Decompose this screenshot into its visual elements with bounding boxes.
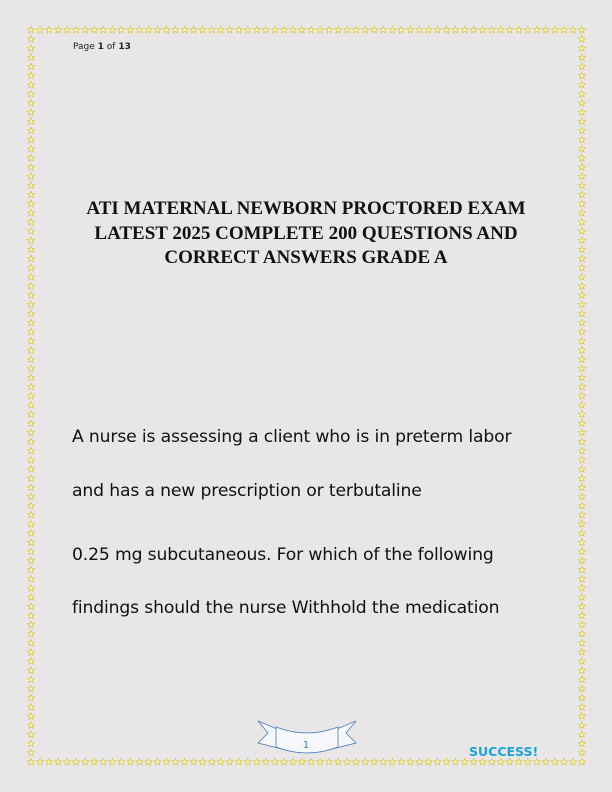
border-star: [118, 758, 125, 765]
border-star: [579, 475, 586, 482]
border-star: [579, 548, 586, 555]
border-star: [28, 191, 35, 198]
border-star: [172, 26, 179, 33]
border-star: [28, 155, 35, 162]
border-star: [28, 511, 35, 518]
border-star: [515, 758, 522, 765]
border-star: [579, 246, 586, 253]
border-star: [290, 758, 297, 765]
border-star: [416, 758, 423, 765]
border-star: [380, 26, 387, 33]
border-star: [28, 630, 35, 637]
border-star: [28, 612, 35, 619]
border-star: [28, 338, 35, 345]
border-star: [579, 566, 586, 573]
border-star: [579, 109, 586, 116]
border-star: [28, 740, 35, 747]
border-star: [308, 26, 315, 33]
border-star: [579, 612, 586, 619]
border-star: [579, 219, 586, 226]
border-star: [407, 758, 414, 765]
border-star: [199, 758, 206, 765]
border-star: [28, 548, 35, 555]
border-star: [561, 26, 568, 33]
border-star: [28, 392, 35, 399]
border-star: [28, 246, 35, 253]
title-line-2: LATEST 2025 COMPLETE 200 QUESTIONS AND: [94, 222, 518, 244]
border-star: [28, 90, 35, 97]
border-star: [579, 731, 586, 738]
border-star: [579, 90, 586, 97]
page-indicator: [73, 42, 131, 52]
border-star: [579, 456, 586, 463]
border-star: [579, 722, 586, 729]
border-star: [28, 383, 35, 390]
border-star: [109, 26, 116, 33]
border-star: [579, 81, 586, 88]
border-star: [28, 237, 35, 244]
border-star: [461, 26, 468, 33]
border-star: [570, 26, 577, 33]
border-star: [506, 26, 513, 33]
border-star: [579, 310, 586, 317]
success-slogan: SUCCESS!: [469, 744, 539, 759]
border-star: [28, 530, 35, 537]
border-star: [434, 26, 441, 33]
border-star: [28, 26, 35, 33]
border-star: [579, 639, 586, 646]
border-star: [579, 621, 586, 628]
border-star: [579, 484, 586, 491]
border-star: [579, 502, 586, 509]
border-star: [579, 713, 586, 720]
border-star: [434, 758, 441, 765]
border-star: [579, 36, 586, 43]
border-star: [579, 136, 586, 143]
border-star: [452, 26, 459, 33]
border-star: [579, 72, 586, 79]
border-star: [579, 191, 586, 198]
border-star: [579, 301, 586, 308]
border-star: [82, 758, 89, 765]
border-star: [28, 365, 35, 372]
border-star: [208, 26, 215, 33]
border-star: [579, 493, 586, 500]
border-star: [416, 26, 423, 33]
title-line-1: ATI MATERNAL NEWBORN PROCTORED EXAM: [86, 198, 526, 219]
border-star: [579, 365, 586, 372]
border-star: [461, 758, 468, 765]
border-star: [579, 155, 586, 162]
border-star: [579, 411, 586, 418]
border-star: [28, 255, 35, 262]
border-star: [488, 26, 495, 33]
border-star: [579, 557, 586, 564]
border-star: [91, 26, 98, 33]
border-star: [271, 758, 278, 765]
border-star: [28, 456, 35, 463]
border-star: [317, 26, 324, 33]
border-star: [28, 594, 35, 601]
border-star: [28, 649, 35, 656]
border-star: [28, 36, 35, 43]
border-star: [28, 328, 35, 335]
border-star: [497, 26, 504, 33]
border-star: [425, 758, 432, 765]
border-star: [109, 758, 116, 765]
border-star: [28, 694, 35, 701]
page-prefix: Page: [73, 42, 98, 52]
border-star: [579, 200, 586, 207]
border-star: [398, 758, 405, 765]
border-star: [73, 758, 80, 765]
border-star: [190, 758, 197, 765]
border-star: [28, 118, 35, 125]
border-star: [561, 758, 568, 765]
border-star: [344, 758, 351, 765]
border-star: [154, 26, 161, 33]
border-star: [570, 758, 577, 765]
border-star: [163, 26, 170, 33]
border-star: [344, 26, 351, 33]
border-star: [28, 100, 35, 107]
border-star: [28, 200, 35, 207]
page-total: 13: [118, 42, 131, 52]
border-star: [208, 758, 215, 765]
border-star: [579, 347, 586, 354]
border-star: [362, 26, 369, 33]
border-star: [28, 658, 35, 665]
border-star: [154, 758, 161, 765]
border-star: [253, 26, 260, 33]
page-number: 1: [302, 740, 310, 751]
border-star: [28, 575, 35, 582]
border-star: [28, 45, 35, 52]
border-star: [91, 758, 98, 765]
border-star: [28, 319, 35, 326]
border-star: [28, 411, 35, 418]
border-star: [28, 273, 35, 280]
border-star: [452, 758, 459, 765]
border-star: [579, 603, 586, 610]
border-star: [579, 585, 586, 592]
border-star: [145, 758, 152, 765]
border-star: [579, 273, 586, 280]
border-star: [579, 649, 586, 656]
border-star: [28, 219, 35, 226]
border-star: [579, 429, 586, 436]
border-star: [533, 26, 540, 33]
border-star: [181, 26, 188, 33]
border-star: [28, 704, 35, 711]
border-star: [579, 100, 586, 107]
page-current: 1: [97, 42, 104, 52]
border-star: [579, 658, 586, 665]
border-star: [28, 209, 35, 216]
border-star: [443, 758, 450, 765]
border-star: [579, 145, 586, 152]
border-star: [217, 758, 224, 765]
border-star: [235, 758, 242, 765]
border-star: [28, 438, 35, 445]
border-star: [28, 722, 35, 729]
border-star: [145, 26, 152, 33]
border-star: [172, 758, 179, 765]
border-star: [579, 521, 586, 528]
border-star: [118, 26, 125, 33]
border-star: [579, 127, 586, 134]
border-star: [335, 26, 342, 33]
border-star: [335, 758, 342, 765]
border-star: [127, 26, 134, 33]
border-star: [28, 447, 35, 454]
border-star: [136, 758, 143, 765]
border-star: [28, 228, 35, 235]
border-star: [579, 420, 586, 427]
border-star: [551, 758, 558, 765]
border-star: [389, 758, 396, 765]
border-star: [470, 26, 477, 33]
border-star: [579, 694, 586, 701]
border-star: [28, 145, 35, 152]
border-star: [127, 758, 134, 765]
border-star: [579, 511, 586, 518]
border-star: [244, 26, 251, 33]
border-star: [579, 255, 586, 262]
border-star: [551, 26, 558, 33]
border-star: [542, 758, 549, 765]
border-star: [28, 585, 35, 592]
border-star: [579, 228, 586, 235]
border-star: [317, 758, 324, 765]
border-star: [55, 26, 62, 33]
border-star: [579, 54, 586, 61]
border-star: [28, 749, 35, 756]
border-star: [579, 392, 586, 399]
border-star: [28, 621, 35, 628]
border-star: [579, 328, 586, 335]
border-star: [353, 26, 360, 33]
page-of: of: [103, 42, 119, 52]
border-star: [533, 758, 540, 765]
border-star: [579, 676, 586, 683]
border-star: [262, 26, 269, 33]
question-line-2: and has a new prescription or terbutaline: [72, 481, 422, 501]
border-star: [28, 109, 35, 116]
border-star: [28, 301, 35, 308]
border-star: [28, 566, 35, 573]
border-star: [326, 26, 333, 33]
border-star: [28, 173, 35, 180]
border-star: [280, 758, 287, 765]
border-star: [380, 758, 387, 765]
border-star: [28, 713, 35, 720]
border-star: [506, 758, 513, 765]
border-star: [579, 173, 586, 180]
border-star: [579, 539, 586, 546]
border-star: [353, 758, 360, 765]
border-star: [28, 72, 35, 79]
border-star: [479, 758, 486, 765]
border-star: [524, 26, 531, 33]
question-line-4: findings should the nurse Withhold the medication: [72, 598, 500, 618]
border-star: [28, 758, 35, 765]
border-star: [579, 530, 586, 537]
border-star: [217, 26, 224, 33]
border-star: [579, 667, 586, 674]
border-star: [226, 26, 233, 33]
border-star: [55, 758, 62, 765]
border-star: [308, 758, 315, 765]
border-star: [579, 26, 586, 33]
border-star: [579, 438, 586, 445]
border-star: [100, 26, 107, 33]
border-star: [262, 758, 269, 765]
border-star: [579, 45, 586, 52]
border-star: [28, 475, 35, 482]
border-star: [579, 237, 586, 244]
border-star: [64, 26, 71, 33]
border-star: [37, 26, 44, 33]
border-star: [136, 26, 143, 33]
border-star: [28, 639, 35, 646]
border-star: [181, 758, 188, 765]
border-star: [46, 26, 53, 33]
question-line-1: A nurse is assessing a client who is in preterm labor: [72, 427, 512, 447]
border-star: [371, 758, 378, 765]
border-star: [299, 26, 306, 33]
title-line-3: CORRECT ANSWERS GRADE A: [164, 247, 448, 268]
border-star: [28, 402, 35, 409]
border-star: [542, 26, 549, 33]
border-star: [199, 26, 206, 33]
border-star: [28, 731, 35, 738]
border-star: [579, 182, 586, 189]
border-star: [579, 704, 586, 711]
border-star: [579, 338, 586, 345]
border-star: [82, 26, 89, 33]
border-star: [28, 557, 35, 564]
border-star: [253, 758, 260, 765]
border-star: [28, 164, 35, 171]
border-star: [326, 758, 333, 765]
border-star: [28, 81, 35, 88]
border-star: [28, 182, 35, 189]
border-star: [73, 26, 80, 33]
border-star: [579, 209, 586, 216]
border-star: [579, 118, 586, 125]
border-star: [28, 63, 35, 70]
border-star: [497, 758, 504, 765]
border-star: [425, 26, 432, 33]
border-star: [579, 63, 586, 70]
border-star: [579, 740, 586, 747]
border-star: [28, 466, 35, 473]
border-star: [579, 374, 586, 381]
border-star: [579, 164, 586, 171]
border-star: [28, 136, 35, 143]
border-star: [579, 356, 586, 363]
border-star: [190, 26, 197, 33]
border-star: [28, 429, 35, 436]
border-star: [488, 758, 495, 765]
border-star: [163, 758, 170, 765]
border-star: [271, 26, 278, 33]
border-star: [579, 447, 586, 454]
border-star: [28, 667, 35, 674]
border-star: [579, 319, 586, 326]
border-star: [28, 502, 35, 509]
border-star: [579, 292, 586, 299]
border-star: [290, 26, 297, 33]
border-star: [46, 758, 53, 765]
border-star: [579, 749, 586, 756]
border-star: [28, 347, 35, 354]
border-star: [579, 685, 586, 692]
border-star: [579, 466, 586, 473]
border-star: [524, 758, 531, 765]
border-star: [28, 603, 35, 610]
border-star: [28, 54, 35, 61]
border-star: [28, 264, 35, 271]
border-star: [244, 758, 251, 765]
border-star: [479, 26, 486, 33]
border-star: [579, 630, 586, 637]
border-star: [443, 26, 450, 33]
border-star: [226, 758, 233, 765]
border-star: [280, 26, 287, 33]
border-star: [28, 685, 35, 692]
border-star: [579, 264, 586, 271]
border-star: [37, 758, 44, 765]
border-star: [28, 484, 35, 491]
border-star: [28, 292, 35, 299]
border-star: [398, 26, 405, 33]
border-star: [579, 758, 586, 765]
border-star: [28, 310, 35, 317]
border-star: [100, 758, 107, 765]
border-star: [579, 594, 586, 601]
border-star: [28, 420, 35, 427]
document-title: [40, 197, 572, 271]
border-star: [28, 676, 35, 683]
border-star: [362, 758, 369, 765]
border-star: [579, 402, 586, 409]
border-star: [299, 758, 306, 765]
border-star: [579, 283, 586, 290]
border-star: [389, 26, 396, 33]
border-star: [515, 26, 522, 33]
border-star: [28, 493, 35, 500]
border-star: [235, 26, 242, 33]
border-star: [470, 758, 477, 765]
border-star: [28, 127, 35, 134]
border-star: [28, 283, 35, 290]
question-line-3: 0.25 mg subcutaneous. For which of the following: [72, 545, 494, 565]
border-star: [407, 26, 414, 33]
border-star: [28, 539, 35, 546]
border-star: [28, 521, 35, 528]
border-star: [64, 758, 71, 765]
border-star: [371, 26, 378, 33]
border-star: [28, 374, 35, 381]
border-star: [579, 383, 586, 390]
border-star: [28, 356, 35, 363]
page-number-ribbon: [254, 717, 360, 757]
border-star: [579, 575, 586, 582]
